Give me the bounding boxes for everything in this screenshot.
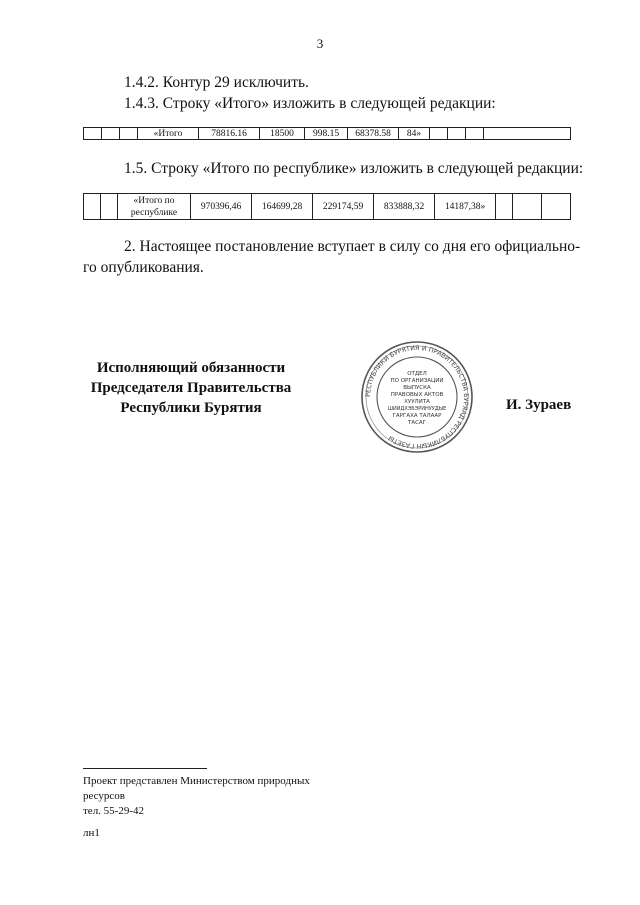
seal-text-line: ХУУЛИТА [404,399,430,405]
paragraph-2-line-2: го опубликования. [83,259,204,276]
table-cell: 78816.16 [199,128,260,140]
table-cell [102,128,120,140]
seal-text-line: ТАСАГ [407,420,427,426]
table-itogo-respublika [83,193,571,220]
seal-text-line: ОТДЕЛ [407,371,427,377]
seal-text-line: ВЫПУСКА [403,385,431,391]
signatory-title-line: Исполняющий обязанности [96,360,286,376]
table-row [84,128,571,140]
table-cell: «Итого [138,128,199,140]
footnote-phone: тел. 55-29-42 [83,805,145,817]
footnote-code: лн1 [83,827,100,839]
seal-text-line: ПО ОРГАНИЗАЦИИ [390,378,444,384]
paragraph-2-line-1: 2. Настоящее постановление вступает в силу со дня его официально- [124,238,581,255]
table-cell: 164699,28 [252,194,313,220]
paragraph-1-4-2: 1.4.2. Контур 29 исключить. [124,74,309,91]
table-cell [430,128,448,140]
table-cell: 833888,32 [374,194,435,220]
footnote-line: Проект представлен Министерством природных [83,775,310,787]
table-itogo [83,127,571,140]
paragraph-1-5: 1.5. Строку «Итого по республике» изложить в следующей редакции: [124,160,584,177]
seal-text-line: ПРАВОВЫХ АКТОВ [390,392,444,398]
table-row [84,194,571,220]
table-cell: 68378.58 [348,128,399,140]
table-cell [542,194,571,220]
footnote-divider [83,768,207,769]
table-cell [466,128,484,140]
table-cell: 18500 [260,128,305,140]
table-cell: 998.15 [305,128,348,140]
seal-text-line: ГАРГАХА ТАЛААР [392,413,442,419]
signatory-name: И. Зураев [506,397,572,413]
table-cell [484,128,571,140]
table-cell: 14187,38» [435,194,496,220]
table-cell: 970396,46 [191,194,252,220]
table-cell [84,128,102,140]
footnote-line: ресурсов [83,790,125,802]
table-cell: 84» [399,128,430,140]
page-number: 3 [316,36,324,51]
official-seal [361,341,473,453]
table-cell [120,128,138,140]
table-cell [496,194,513,220]
table-cell: «Итого по республике [118,194,191,220]
table-cell: 229174,59 [313,194,374,220]
table-cell [101,194,118,220]
table-cell [84,194,101,220]
table-cell [448,128,466,140]
signatory-title-line: Председателя Правительства [90,380,292,396]
seal-outer-text: РЕСПУБЛИКИ БУРЯТИЯ И ПРАВИТЕЛЬСТВА БУРЯАД РЕСПУБЛИКЫН ГАЗЕТЫ [363,343,471,451]
paragraph-1-4-3: 1.4.3. Строку «Итого» изложить в следующей редакции: [124,95,496,112]
signatory-title [78,358,304,418]
seal-text-line: ШИИДХЭБЭРИНУУДЫЕ [387,406,447,412]
table-cell [513,194,542,220]
signatory-title-line: Республики Бурятия [120,400,262,416]
